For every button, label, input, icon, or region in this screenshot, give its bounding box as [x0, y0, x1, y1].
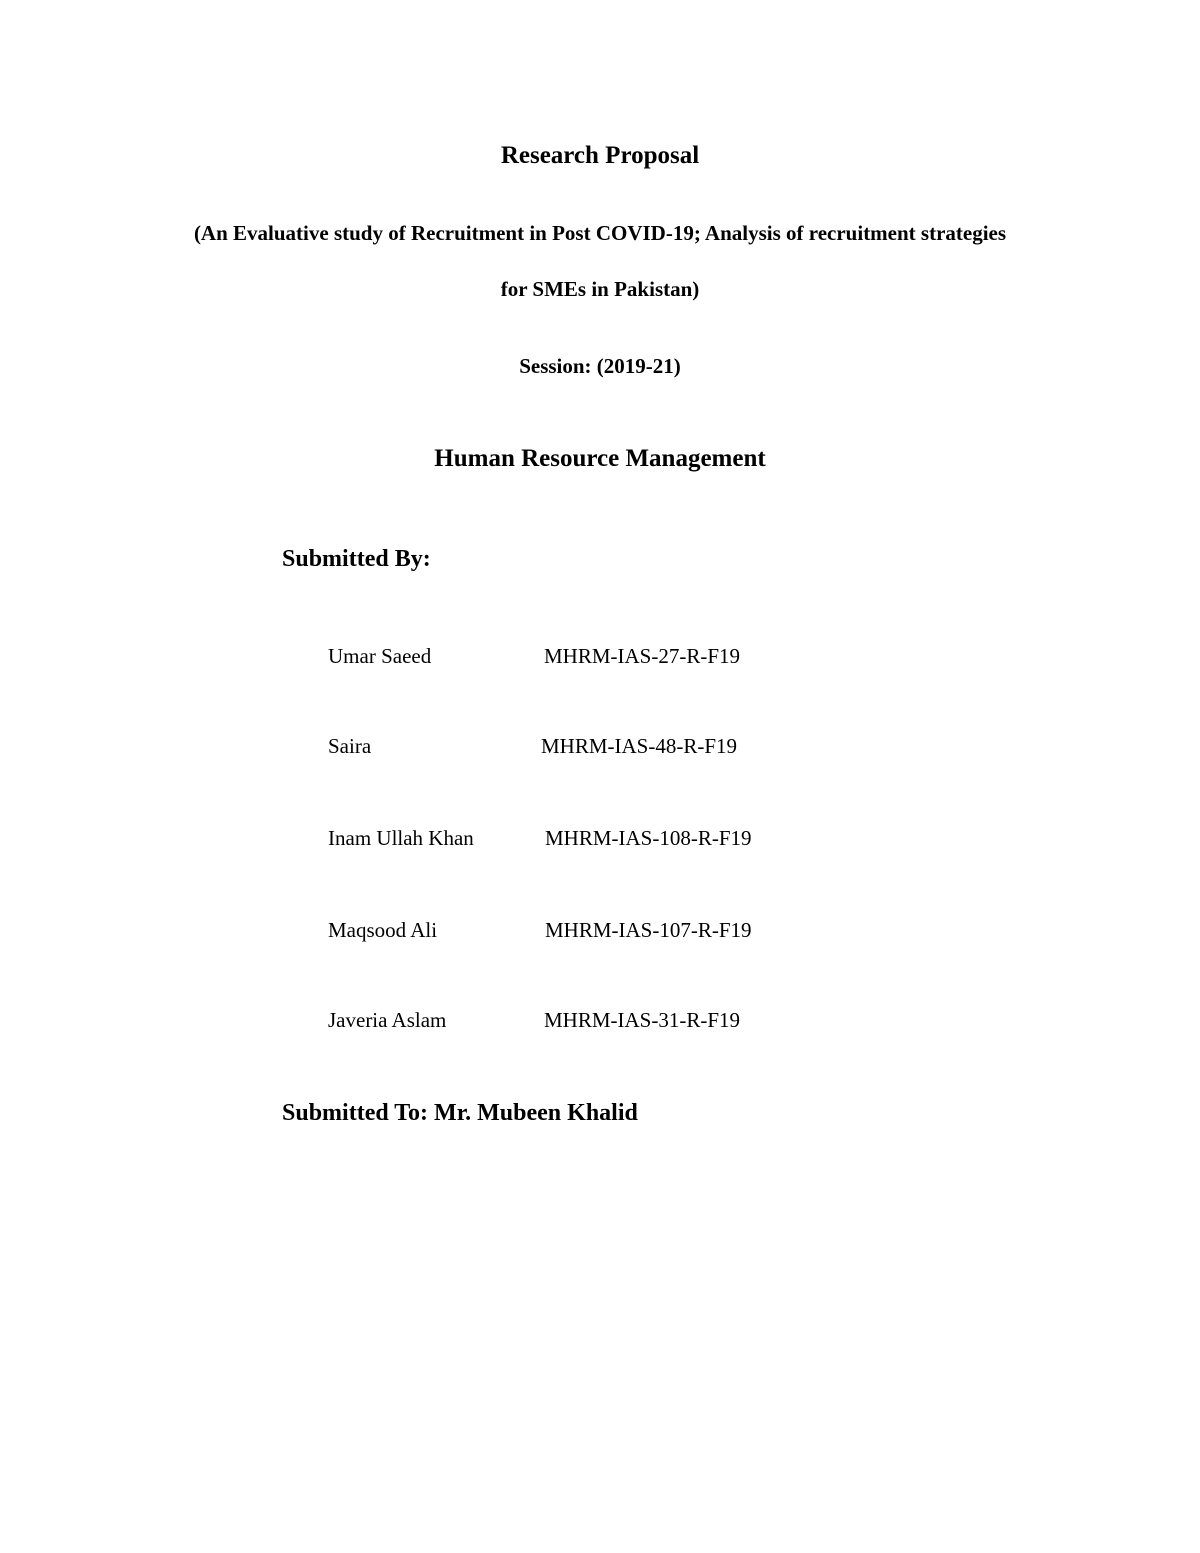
student-name: Inam Ullah Khan: [328, 826, 474, 850]
student-row: [328, 734, 848, 764]
student-row: [328, 644, 848, 674]
subtitle-line-2: for SMEs in Pakistan): [500, 277, 700, 301]
subtitle-line-1: (An Evaluative study of Recruitment in Post COVID-19; Analysis of recruitment strategies: [193, 221, 1007, 245]
student-row: [328, 826, 848, 856]
department-heading: Human Resource Management: [434, 445, 766, 472]
student-name: Saira: [328, 734, 372, 758]
session-text: Session: (2019-21): [519, 354, 681, 378]
student-row: [328, 918, 848, 948]
student-row: [328, 1008, 848, 1038]
submitted-by-heading: Submitted By:: [282, 546, 431, 572]
submitted-to-heading: Submitted To: Mr. Mubeen Khalid: [282, 1100, 638, 1126]
student-id: MHRM-IAS-31-R-F19: [544, 1008, 741, 1032]
student-name: Maqsood Ali: [328, 918, 438, 942]
student-id: MHRM-IAS-27-R-F19: [544, 644, 741, 668]
student-id: MHRM-IAS-107-R-F19: [545, 918, 752, 942]
student-name: Javeria Aslam: [328, 1008, 447, 1032]
student-id: MHRM-IAS-108-R-F19: [545, 826, 752, 850]
student-id: MHRM-IAS-48-R-F19: [541, 734, 738, 758]
student-name: Umar Saeed: [328, 644, 432, 668]
document-title: Research Proposal: [500, 142, 700, 169]
